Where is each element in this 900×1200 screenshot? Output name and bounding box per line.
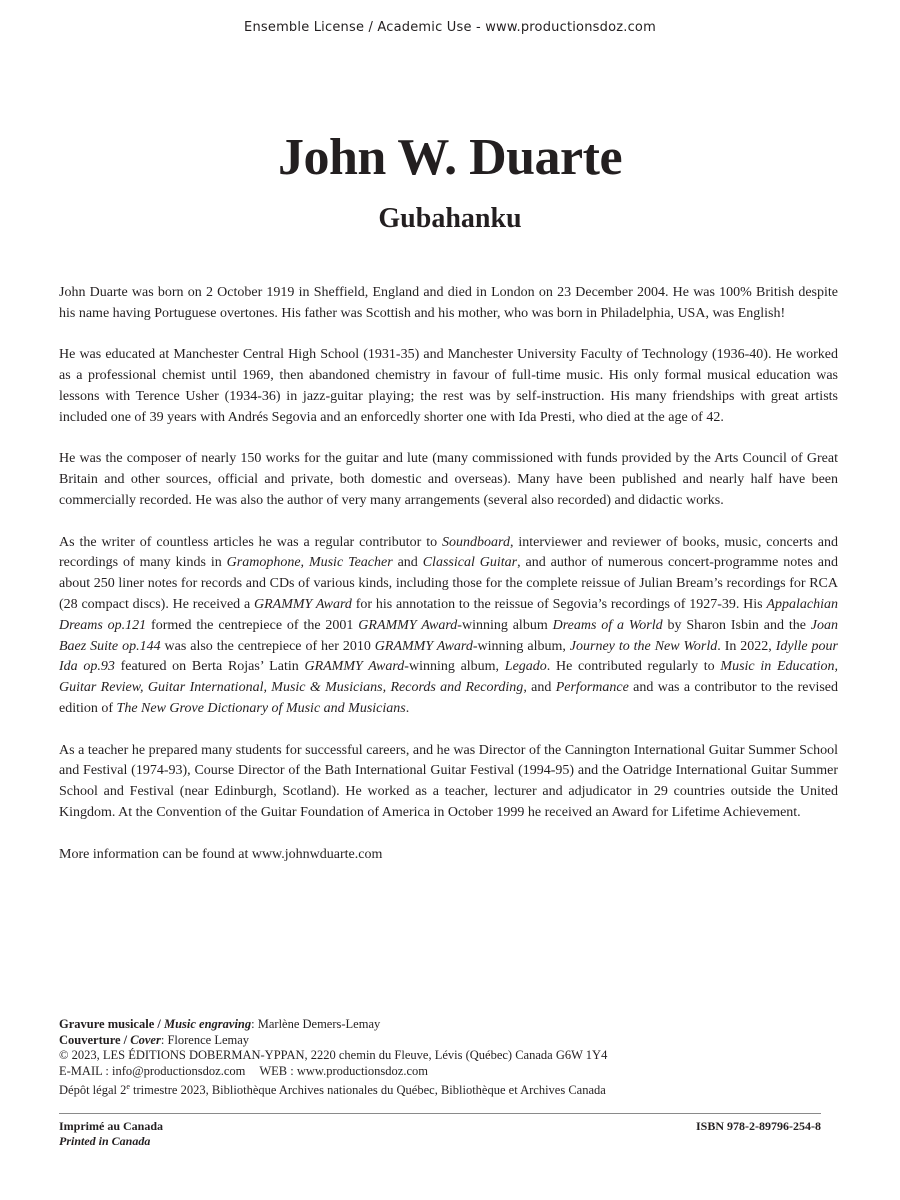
bio-paragraph-more-info: More information can be found at www.johnwduarte.com	[59, 846, 383, 862]
italic-title: Idylle pour Ida op.93	[59, 638, 838, 675]
text-run: .	[405, 700, 410, 716]
email-text: E-MAIL : info@productionsdoz.com	[59, 1063, 246, 1078]
text-run: -winning album,	[472, 638, 570, 654]
text-run: . In 2022,	[717, 638, 776, 654]
italic-title: Performance	[555, 680, 629, 696]
text-run: was also the centrepiece of her 2010	[160, 638, 375, 654]
engraving-label-en: Music engraving	[163, 1017, 252, 1031]
italic-title: Music in Education, Guitar Review, Guitar International, Music & Musicians, Records and Recording	[59, 659, 838, 696]
italic-title: Soundboard	[442, 534, 510, 550]
bio-paragraph-teaching: As a teacher he prepared many students for successful careers, and he was Director of the Cannington International Guitar Summer School and Festival (1974-93), Course Director of the Bath International Guitar Festival (1994-95) and the Oatridge International Guitar Summer School and Festival (near Edinburgh, Scotland). He worked as a teacher, lecturer and adjudicator in 29 countries outside the United Kingdom. At the Convention of the Guitar Foundation of America in October 1999 he received an Award for Lifetime Achievement.	[59, 742, 838, 820]
cover-name: : Florence Lemay	[160, 1032, 250, 1047]
engraving-name: : Marlène Demers-Lemay	[251, 1017, 381, 1031]
text-run: for his annotation to the reissue of Segovia’s recordings of 1927-39. His	[351, 596, 767, 612]
printed-fr: Imprimé au Canada	[59, 1119, 164, 1133]
footer-divider	[59, 1113, 821, 1114]
printed-in	[59, 1119, 163, 1149]
text-run: and	[392, 555, 423, 571]
italic-title: Appalachian Dreams op.121	[59, 596, 838, 633]
depot-text-b: trimestre 2023, Bibliothèque Archives nationales du Québec, Bibliothèque et Archives Canada	[129, 1083, 606, 1098]
depot-text-a: Dépôt légal 2	[59, 1083, 127, 1098]
text-run: -winning album	[457, 617, 553, 633]
legal-deposit-line	[59, 1079, 839, 1099]
text-run: , and author of numerous concert-programme notes and about 250 liner notes for records and CDs of various kinds, including those for the complete reissue of Julian Bream’s recordings for RCA (28 compact discs). He received a	[59, 555, 838, 612]
text-run: , interviewer and reviewer of books, music, concerts and recordings of many kinds in	[59, 534, 838, 571]
depot-superscript: e	[126, 1082, 130, 1092]
italic-title: Dreams of a World	[552, 617, 663, 633]
text-run: by Sharon Isbin and the	[662, 617, 811, 633]
italic-title: Gramophone, Music Teacher	[226, 555, 393, 571]
italic-title: Legado	[504, 659, 547, 675]
text-run: featured on Berta Rojas’ Latin	[114, 659, 305, 675]
license-header: Ensemble License / Academic Use - www.productionsdoz.com	[244, 20, 656, 35]
italic-title: Joan Baez Suite op.144	[59, 617, 839, 654]
italic-title: The New Grove Dictionary of Music and Musicians	[116, 700, 406, 716]
text-run: and was a contributor to the revised edition of	[59, 680, 839, 716]
isbn: ISBN 978-2-89796-254-8	[696, 1119, 821, 1133]
contact-line	[59, 1064, 839, 1080]
work-title: Gubahanku	[378, 203, 522, 234]
italic-title: GRAMMY Award	[254, 596, 352, 612]
text-run: , and	[523, 680, 556, 696]
cover-label-en: Cover	[130, 1032, 161, 1047]
italic-title: Classical Guitar	[422, 555, 518, 571]
web-text: WEB : www.productionsdoz.com	[259, 1063, 428, 1078]
italic-title: GRAMMY Award	[374, 638, 473, 654]
engraving-label-fr: Gravure musicale /	[59, 1017, 164, 1031]
italic-title: Journey to the New World	[569, 638, 718, 654]
biography	[59, 283, 838, 886]
text-run: . He contributed regularly to	[546, 659, 721, 675]
credits-block	[59, 1017, 839, 1099]
bio-paragraph-birth: John Duarte was born on 2 October 1919 in Sheffield, England and died in London on 23 December 2004. He was 100% British despite his name having Portuguese overtones. His father was Scottish and his mother, who was born in Philadelphia, USA, was English!	[59, 285, 838, 321]
composer-title: John W. Duarte	[277, 129, 623, 186]
cover-credit	[59, 1033, 839, 1049]
bio-paragraph-writing	[59, 533, 838, 720]
bio-paragraph-compositions: He was the composer of nearly 150 works for the guitar and lute (many commissioned with funds provided by the Arts Council of Great Britain and other sources, official and private, both domestic and overseas). Many have been published and nearly half have been commercially recorded. He was also the author of very many arrangements (several also recorded) and didactic works.	[59, 451, 838, 508]
printed-en-text: Printed in Canada	[59, 1134, 151, 1148]
italic-title: GRAMMY Award	[358, 617, 458, 633]
copyright-line: © 2023, LES ÉDITIONS DOBERMAN-YPPAN, 2220 chemin du Fleuve, Lévis (Québec) Canada G6W 1Y4	[59, 1048, 608, 1063]
text-run: formed the centrepiece of the 2001	[146, 617, 359, 633]
italic-title: GRAMMY Award	[304, 659, 405, 675]
text-run: As the writer of countless articles he was a regular contributor to	[59, 534, 443, 550]
bio-paragraph-education: He was educated at Manchester Central High School (1931-35) and Manchester University Faculty of Technology (1936-40). He worked as a professional chemist until 1969, then abandoned chemistry in favour of full-time music. His only formal musical education was lessons with Terence Usher (1934-36) in jazz-guitar playing; the rest was by self-instruction. His many friendships with great artists included one of 39 years with Andrés Segovia and an enforcedly shorter one with Ida Presti, who died at the age of 42.	[59, 347, 838, 425]
printed-en	[59, 1134, 163, 1149]
cover-label-fr: Couverture /	[59, 1032, 131, 1047]
engraving-credit	[59, 1017, 839, 1033]
text-run: -winning album,	[404, 659, 505, 675]
